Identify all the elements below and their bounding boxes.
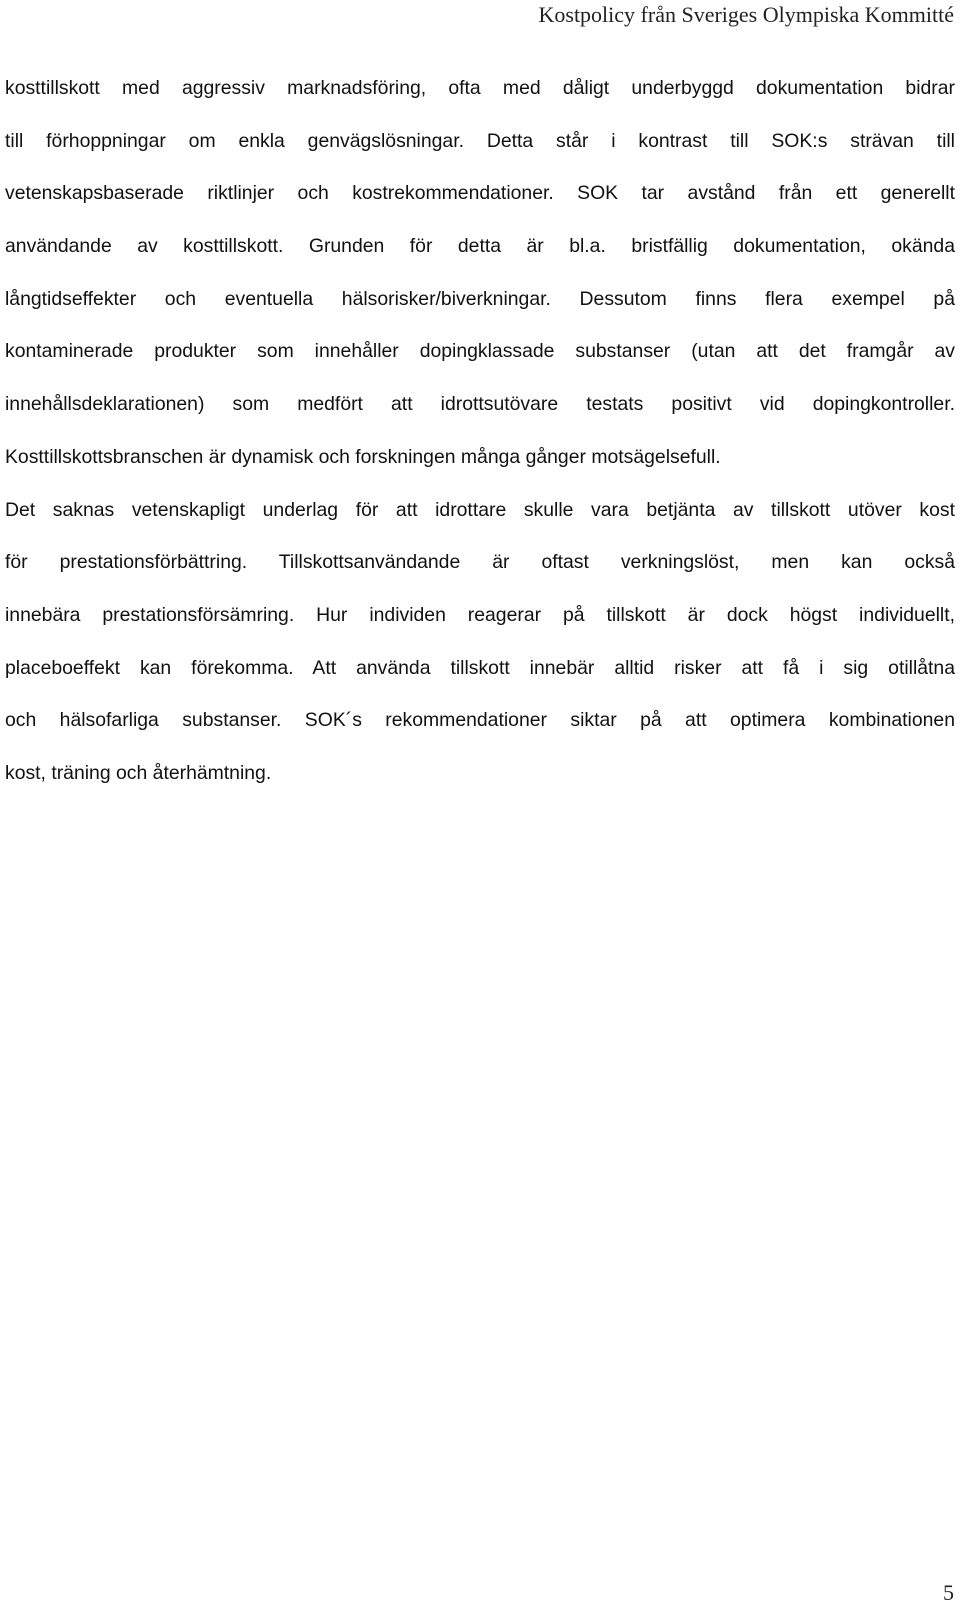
text-line: kontaminerade produkter som innehåller dopingklassade substanser (utan att det framgår av (5, 340, 955, 363)
text-line: användande av kosttillskott. Grunden för detta är bl.a. bristfällig dokumentation, okända (5, 235, 955, 258)
text-line: placeboeffekt kan förekomma. Att använda tillskott innebär alltid risker att få i sig otillåtna (5, 656, 955, 679)
running-header: Kostpolicy från Sveriges Olympiska Kommitté (538, 2, 954, 27)
page-number: 5 (943, 1580, 954, 1605)
text-line: till förhoppningar om enkla genvägslösningar. Detta står i kontrast till SOK:s strävan till (5, 129, 955, 152)
body-paragraph (5, 62, 955, 800)
text-line: kosttillskott med aggressiv marknadsföring, ofta med dåligt underbyggd dokumentation bidrar (5, 77, 955, 99)
text-line: Det saknas vetenskapligt underlag för att idrottare skulle vara betjänta av tillskott utöver kost (5, 498, 955, 521)
text-line: och hälsofarliga substanser. SOK´s rekommendationer siktar på att optimera kombinationen (5, 709, 955, 732)
text-line: Kosttillskottsbranschen är dynamisk och forskningen många gånger motsägelsefull. (5, 445, 721, 468)
text-line: långtidseffekter och eventuella hälsorisker/biverkningar. Dessutom finns flera exempel på (5, 287, 955, 310)
text-line: innebära prestationsförsämring. Hur individen reagerar på tillskott är dock högst individuellt, (5, 603, 955, 626)
text-line: vetenskapsbaserade riktlinjer och kostrekommendationer. SOK tar avstånd från ett generellt (5, 182, 955, 205)
text-line: kost, träning och återhämtning. (5, 761, 272, 784)
text-line: för prestationsförbättring. Tillskottsanvändande är oftast verkningslöst, men kan också (5, 551, 955, 574)
text-line: innehållsdeklarationen) som medfört att idrottsutövare testats positivt vid dopingkontroller. (5, 393, 955, 416)
